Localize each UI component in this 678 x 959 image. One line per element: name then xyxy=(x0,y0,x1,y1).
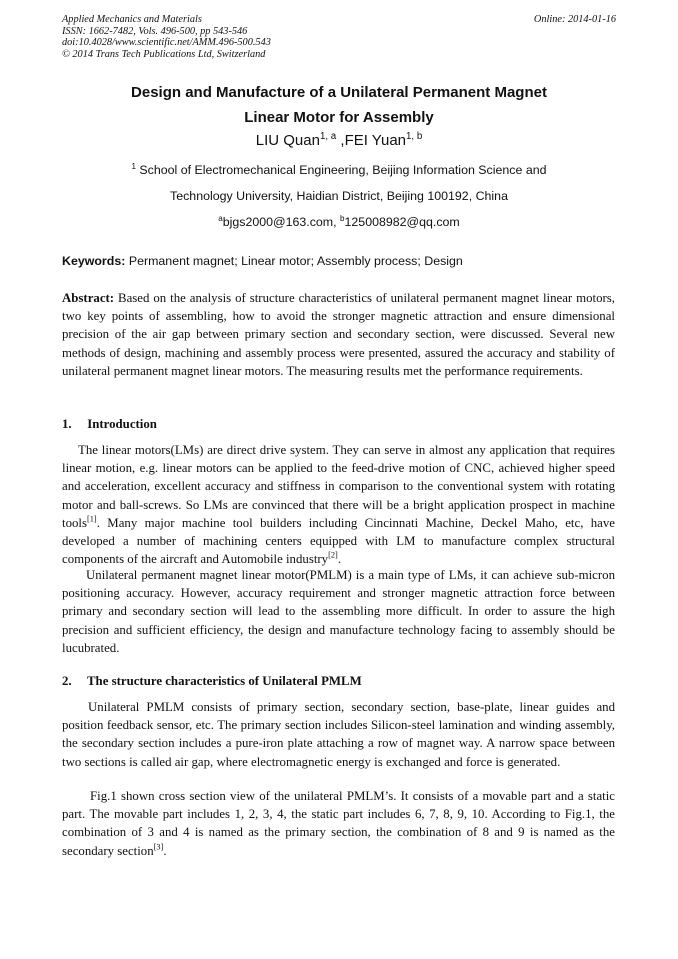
copyright-line: © 2014 Trans Tech Publications Ltd, Switzerland xyxy=(62,48,266,60)
abstract-label: Abstract: xyxy=(62,291,115,305)
keywords-text: Permanent magnet; Linear motor; Assembly process; Design xyxy=(128,254,463,268)
abstract xyxy=(62,289,615,380)
keywords xyxy=(62,254,463,268)
paper-title xyxy=(62,80,616,130)
title-line-2: Linear Motor for Assembly xyxy=(244,109,434,126)
affiliation-line-2: Technology University, Haidian District, Beijing 100192, China xyxy=(170,189,508,203)
affiliation-line-1: $^1$ School of Electromechanical Engineering, Beijing Information Science and xyxy=(131,161,547,177)
author-name: LIU Quan xyxy=(255,132,320,149)
email-address[interactable]: 125008982@qq.com xyxy=(344,215,460,229)
citation[interactable]: [1] xyxy=(86,514,97,524)
affiliation-number: 1 xyxy=(131,161,136,171)
issn-line: ISSN: 1662-7482, Vols. 496-500, pp 543-546 xyxy=(62,25,248,37)
email-address[interactable]: bjgs2000@163.com xyxy=(222,215,334,229)
abstract-text: Based on the analysis of structure characteristics of unilateral permanent magnet linear motors, two key points of assembling, how to avoid the stronger magnetic attraction and ensure dimensional precision of the air gap between primary section and secondary section, were discussed. Several new methods of design, machining and assembly process were presented, assured the accuracy and stability of unilateral permanent magnet linear motors. The measuring results met the performance requirements. xyxy=(62,291,616,378)
journal-header xyxy=(62,14,271,60)
paragraph: Unilateral PMLM consists of primary section, secondary section, base-plate, linear guides and position feedback sensor, etc. The primary section includes Silicon-steel lamination and winding assembly, the secondary section includes a pure-iron plate attaching a row of magnet way. A narrow space between two sections is called air gap, where electromagnetic energy is exchanged and force is generated. xyxy=(62,700,615,769)
section-number: 1. xyxy=(62,417,72,431)
paragraph: The linear motors(LMs) are direct drive system. They can serve in almost any application that requires linear motion, e.g. linear motors can be applied to the feed-drive motion of CNC, achieved higher speed and acceleration, excellent accuracy and stiffness in comparison to the conventional system with rotating motor and ball-screws. So LMs are convinced that there will be a bright application prospect in machine tools[1]. Many major machine tool builders including Cincinnati Machine, Deckel Maho, etc, have developed a number of machining centers equipped with LM to manufacture complex structural components of the aircraft and Automobile industry[2]. xyxy=(62,443,615,567)
online-date: Online: 2014-01-16 xyxy=(533,14,616,25)
author-superscript: 1, b xyxy=(406,131,423,142)
section-title: The structure characteristics of Unilateral PMLM xyxy=(86,674,362,688)
author-name: FEI Yuan xyxy=(344,132,406,149)
section-heading xyxy=(62,417,157,432)
doi-line: doi:10.4028/www.scientific.net/AMM.496-500.543 xyxy=(62,37,271,49)
author-superscript: 1, a xyxy=(319,131,337,142)
email-line: $^a$bjgs2000@163.com, $^b$125008982@qq.com xyxy=(218,213,460,229)
paragraph: Unilateral permanent magnet linear motor(PMLM) is a main type of LMs, it can achieve sub-micron positioning accuracy. However, accuracy requirement and stronger magnetic attraction force between primary and secondary section will lead to the assembling more difficult. In order to assure the high precision and sufficient efficiency, the design and manufacture technology facing to assembly should be lucubrated. xyxy=(62,568,615,655)
keywords-label: Keywords: xyxy=(62,254,126,268)
paragraph: Fig.1 shown cross section view of the unilateral PMLM’s. It consists of a movable part and a static part. The movable part includes 1, 2, 3, 4, the static part includes 6, 7, 8, 9, 10. According to Fig.1, the combination of 3 and 4 is named as the primary section, the combination of 8 and 9 is named as the secondary section[3]. xyxy=(62,789,615,858)
journal-name: Applied Mechanics and Materials xyxy=(62,14,202,25)
citation[interactable]: [3] xyxy=(153,842,164,852)
section-number: 2. xyxy=(62,674,72,688)
title-line-1: Design and Manufacture of a Unilateral Permanent Magnet xyxy=(131,84,547,101)
author-list: LIU Quan$^{1, a}$ ,FEI Yuan$^{1, b}$ xyxy=(255,131,423,149)
citation[interactable]: [2] xyxy=(328,550,338,560)
section-title: Introduction xyxy=(87,417,157,431)
section-heading xyxy=(62,674,362,689)
